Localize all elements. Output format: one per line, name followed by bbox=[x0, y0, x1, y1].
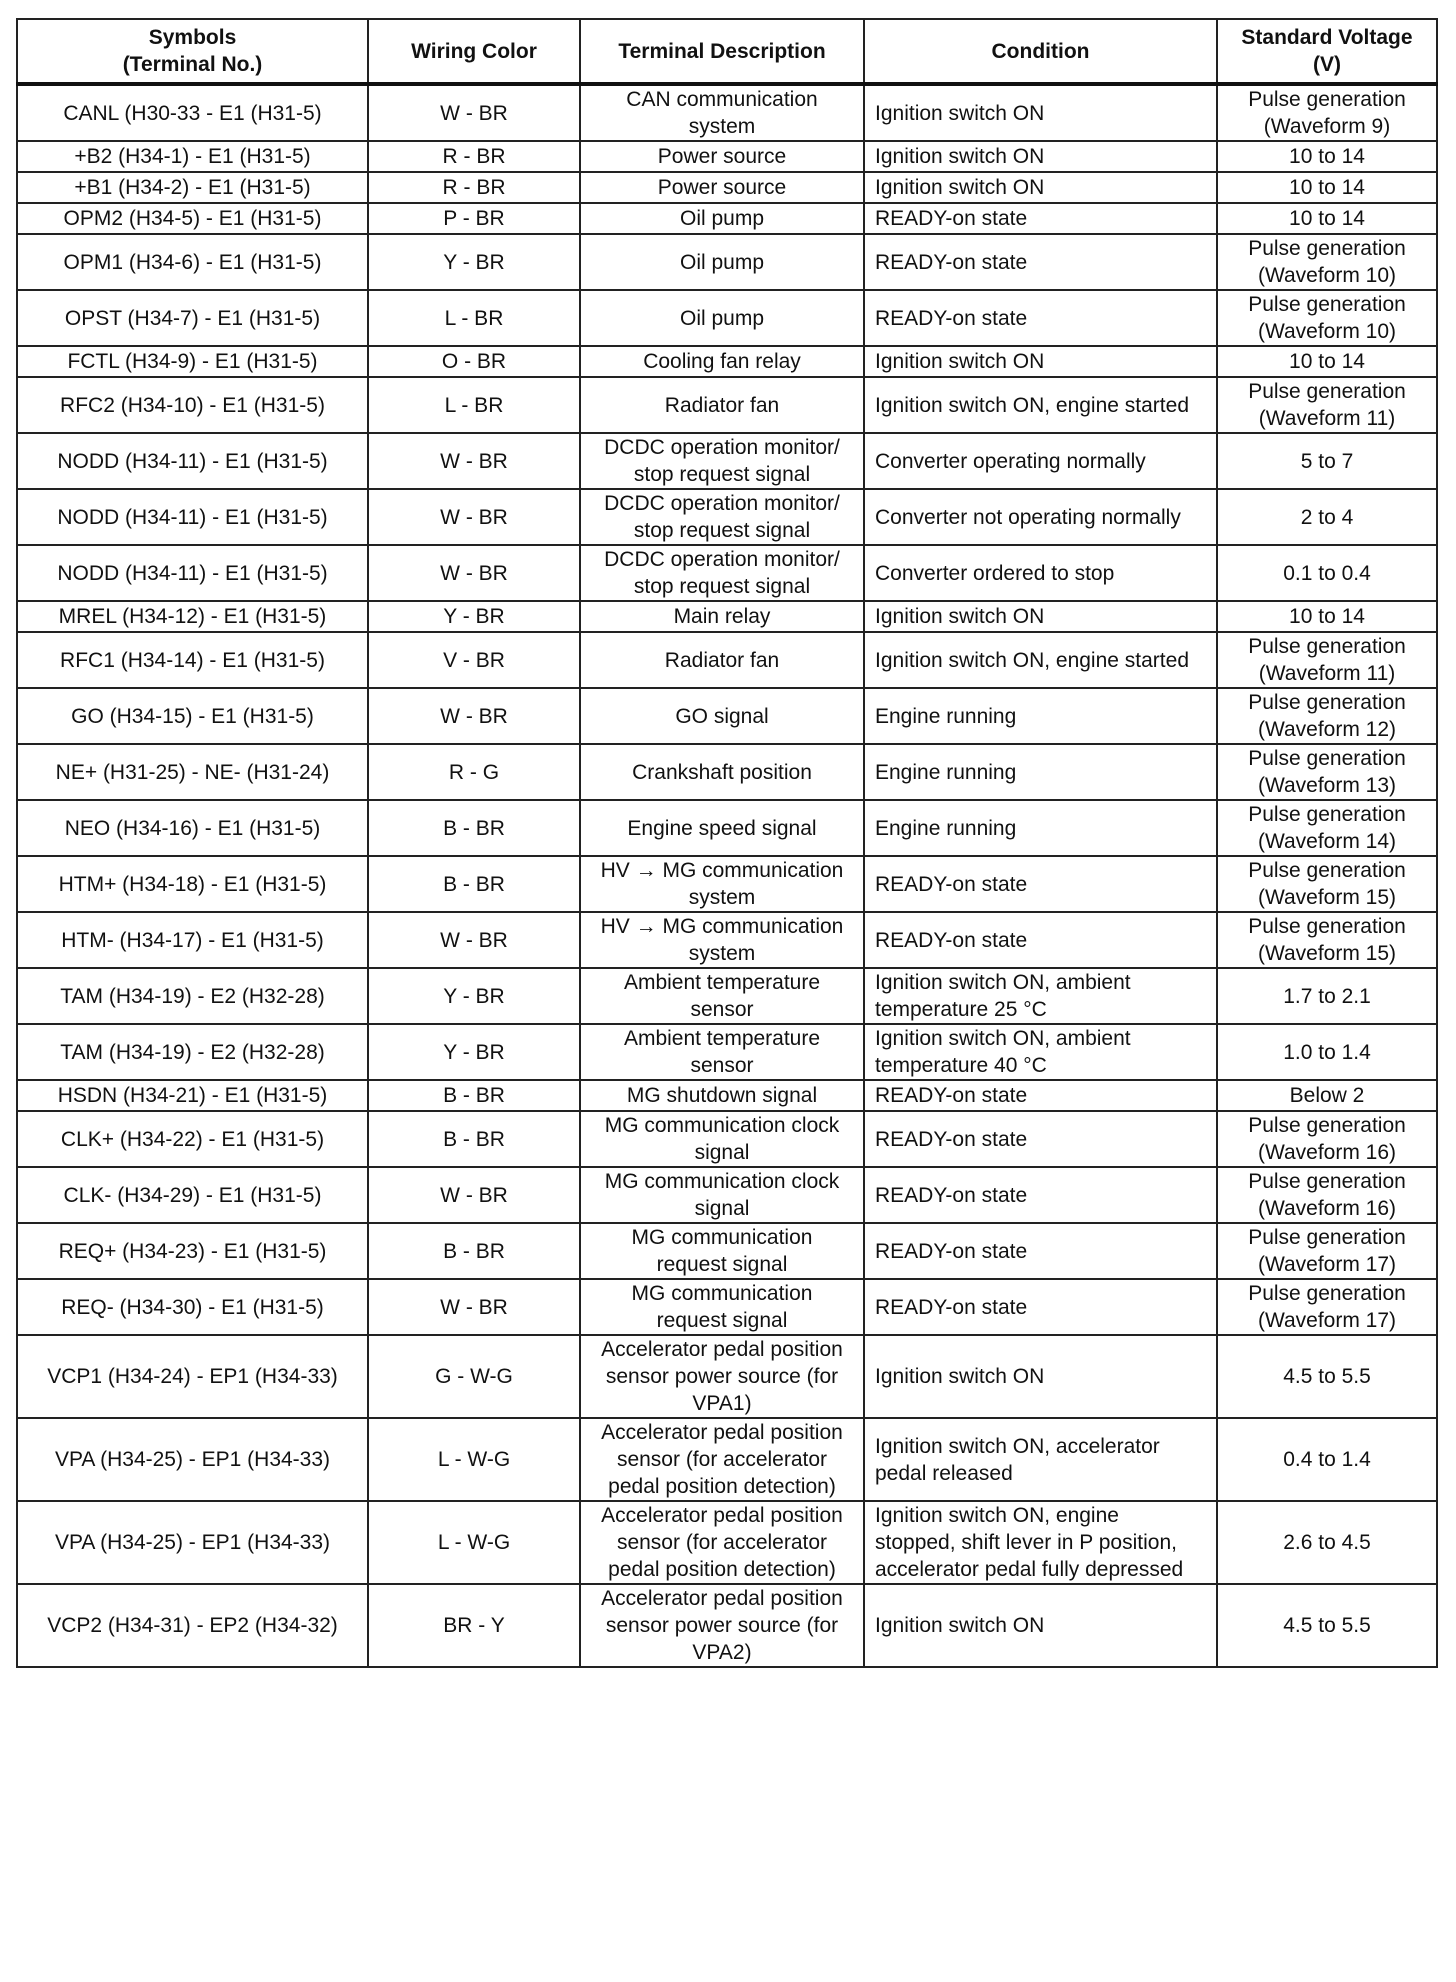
table-row bbox=[17, 744, 1437, 800]
symbol-cell: OPM2 (H34-5) - E1 (H31-5) bbox=[17, 203, 368, 234]
table-row bbox=[17, 1335, 1437, 1418]
symbol-cell: NEO (H34-16) - E1 (H31-5) bbox=[17, 800, 368, 856]
condition-cell: Ignition switch ON bbox=[864, 172, 1217, 203]
terminal-description-cell: HV → MG communication system bbox=[580, 856, 864, 912]
terminal-description-cell: Accelerator pedal position sensor power source (for VPA1) bbox=[580, 1335, 864, 1418]
condition-cell: Ignition switch ON bbox=[864, 1335, 1217, 1418]
standard-voltage-cell: 4.5 to 5.5 bbox=[1217, 1584, 1437, 1667]
terminal-description-cell: MG communication request signal bbox=[580, 1279, 864, 1335]
condition-cell: Ignition switch ON bbox=[864, 1584, 1217, 1667]
terminal-description-cell: Accelerator pedal position sensor (for accelerator pedal position detection) bbox=[580, 1418, 864, 1501]
wiring-color-cell: Y - BR bbox=[368, 234, 580, 290]
wiring-color-cell: G - W-G bbox=[368, 1335, 580, 1418]
symbol-cell: TAM (H34-19) - E2 (H32-28) bbox=[17, 968, 368, 1024]
wiring-color-cell: L - W-G bbox=[368, 1418, 580, 1501]
table-row bbox=[17, 234, 1437, 290]
standard-voltage-cell: 10 to 14 bbox=[1217, 141, 1437, 172]
standard-voltage-cell: 10 to 14 bbox=[1217, 601, 1437, 632]
header-standard-voltage: Standard Voltage (V) bbox=[1217, 19, 1437, 84]
symbol-cell: NODD (H34-11) - E1 (H31-5) bbox=[17, 489, 368, 545]
table-row bbox=[17, 1279, 1437, 1335]
symbol-cell: RFC2 (H34-10) - E1 (H31-5) bbox=[17, 377, 368, 433]
wiring-color-cell: R - G bbox=[368, 744, 580, 800]
symbol-cell: MREL (H34-12) - E1 (H31-5) bbox=[17, 601, 368, 632]
standard-voltage-cell: 2.6 to 4.5 bbox=[1217, 1501, 1437, 1584]
symbol-cell: NE+ (H31-25) - NE- (H31-24) bbox=[17, 744, 368, 800]
terminal-description-cell: Radiator fan bbox=[580, 632, 864, 688]
standard-voltage-cell: Pulse generation (Waveform 16) bbox=[1217, 1167, 1437, 1223]
standard-voltage-cell: Pulse generation (Waveform 10) bbox=[1217, 290, 1437, 346]
standard-voltage-cell: 0.4 to 1.4 bbox=[1217, 1418, 1437, 1501]
condition-cell: READY-on state bbox=[864, 1223, 1217, 1279]
symbol-cell: +B2 (H34-1) - E1 (H31-5) bbox=[17, 141, 368, 172]
table-row bbox=[17, 377, 1437, 433]
wiring-color-cell: W - BR bbox=[368, 84, 580, 141]
symbol-cell: HSDN (H34-21) - E1 (H31-5) bbox=[17, 1080, 368, 1111]
terminal-description-cell: Oil pump bbox=[580, 203, 864, 234]
table-row bbox=[17, 1223, 1437, 1279]
terminal-description-cell: Power source bbox=[580, 172, 864, 203]
symbol-cell: HTM- (H34-17) - E1 (H31-5) bbox=[17, 912, 368, 968]
condition-cell: READY-on state bbox=[864, 290, 1217, 346]
condition-cell: READY-on state bbox=[864, 234, 1217, 290]
terminal-description-cell: Accelerator pedal position sensor power source (for VPA2) bbox=[580, 1584, 864, 1667]
condition-cell: Converter not operating normally bbox=[864, 489, 1217, 545]
wiring-color-cell: W - BR bbox=[368, 545, 580, 601]
standard-voltage-cell: Pulse generation (Waveform 17) bbox=[1217, 1223, 1437, 1279]
standard-voltage-cell: Pulse generation (Waveform 11) bbox=[1217, 377, 1437, 433]
table-row bbox=[17, 632, 1437, 688]
standard-voltage-cell: Pulse generation (Waveform 15) bbox=[1217, 856, 1437, 912]
table-row bbox=[17, 1584, 1437, 1667]
condition-cell: Engine running bbox=[864, 800, 1217, 856]
standard-voltage-cell: Below 2 bbox=[1217, 1080, 1437, 1111]
wiring-color-cell: B - BR bbox=[368, 1080, 580, 1111]
wiring-color-cell: L - BR bbox=[368, 377, 580, 433]
standard-voltage-cell: Pulse generation (Waveform 11) bbox=[1217, 632, 1437, 688]
standard-voltage-cell: 10 to 14 bbox=[1217, 203, 1437, 234]
standard-voltage-cell: 1.0 to 1.4 bbox=[1217, 1024, 1437, 1080]
standard-voltage-cell: 10 to 14 bbox=[1217, 172, 1437, 203]
wiring-color-cell: B - BR bbox=[368, 1111, 580, 1167]
header-row bbox=[17, 19, 1437, 84]
header-symbols: Symbols (Terminal No.) bbox=[17, 19, 368, 84]
condition-cell: Ignition switch ON bbox=[864, 601, 1217, 632]
table-row bbox=[17, 433, 1437, 489]
wiring-color-cell: P - BR bbox=[368, 203, 580, 234]
terminal-description-cell: Ambient temperature sensor bbox=[580, 1024, 864, 1080]
symbol-cell: OPST (H34-7) - E1 (H31-5) bbox=[17, 290, 368, 346]
table-row bbox=[17, 346, 1437, 377]
standard-voltage-cell: Pulse generation (Waveform 9) bbox=[1217, 84, 1437, 141]
condition-cell: READY-on state bbox=[864, 1111, 1217, 1167]
terminal-description-cell: DCDC operation monitor/ stop request signal bbox=[580, 489, 864, 545]
table-row bbox=[17, 290, 1437, 346]
symbol-cell: VPA (H34-25) - EP1 (H34-33) bbox=[17, 1501, 368, 1584]
standard-voltage-cell: Pulse generation (Waveform 15) bbox=[1217, 912, 1437, 968]
header-wiring-color: Wiring Color bbox=[368, 19, 580, 84]
table-row bbox=[17, 800, 1437, 856]
wiring-color-cell: O - BR bbox=[368, 346, 580, 377]
table-row bbox=[17, 545, 1437, 601]
standard-voltage-cell: Pulse generation (Waveform 12) bbox=[1217, 688, 1437, 744]
condition-cell: Converter operating normally bbox=[864, 433, 1217, 489]
terminal-description-cell: Oil pump bbox=[580, 234, 864, 290]
terminal-description-cell: GO signal bbox=[580, 688, 864, 744]
symbol-cell: OPM1 (H34-6) - E1 (H31-5) bbox=[17, 234, 368, 290]
table-row bbox=[17, 1167, 1437, 1223]
wiring-color-cell: W - BR bbox=[368, 489, 580, 545]
symbol-cell: VCP1 (H34-24) - EP1 (H34-33) bbox=[17, 1335, 368, 1418]
standard-voltage-cell: 10 to 14 bbox=[1217, 346, 1437, 377]
standard-voltage-cell: Pulse generation (Waveform 17) bbox=[1217, 1279, 1437, 1335]
wiring-color-cell: B - BR bbox=[368, 856, 580, 912]
symbol-cell: HTM+ (H34-18) - E1 (H31-5) bbox=[17, 856, 368, 912]
wiring-color-cell: Y - BR bbox=[368, 601, 580, 632]
wiring-color-cell: B - BR bbox=[368, 1223, 580, 1279]
terminal-description-cell: HV → MG communication system bbox=[580, 912, 864, 968]
table-row bbox=[17, 84, 1437, 141]
condition-cell: READY-on state bbox=[864, 912, 1217, 968]
symbol-cell: CLK- (H34-29) - E1 (H31-5) bbox=[17, 1167, 368, 1223]
condition-cell: Ignition switch ON bbox=[864, 346, 1217, 377]
condition-cell: Ignition switch ON, accelerator pedal released bbox=[864, 1418, 1217, 1501]
wiring-color-cell: W - BR bbox=[368, 1167, 580, 1223]
table-row bbox=[17, 601, 1437, 632]
standard-voltage-cell: Pulse generation (Waveform 10) bbox=[1217, 234, 1437, 290]
table-row bbox=[17, 912, 1437, 968]
symbol-cell: CANL (H30-33 - E1 (H31-5) bbox=[17, 84, 368, 141]
symbol-cell: FCTL (H34-9) - E1 (H31-5) bbox=[17, 346, 368, 377]
standard-voltage-cell: 1.7 to 2.1 bbox=[1217, 968, 1437, 1024]
symbol-cell: NODD (H34-11) - E1 (H31-5) bbox=[17, 433, 368, 489]
standard-voltage-cell: 2 to 4 bbox=[1217, 489, 1437, 545]
condition-cell: READY-on state bbox=[864, 1279, 1217, 1335]
terminal-description-cell: Cooling fan relay bbox=[580, 346, 864, 377]
terminal-description-cell: DCDC operation monitor/ stop request signal bbox=[580, 433, 864, 489]
condition-cell: READY-on state bbox=[864, 1167, 1217, 1223]
symbol-cell: VCP2 (H34-31) - EP2 (H34-32) bbox=[17, 1584, 368, 1667]
terminal-description-cell: DCDC operation monitor/ stop request signal bbox=[580, 545, 864, 601]
symbol-cell: CLK+ (H34-22) - E1 (H31-5) bbox=[17, 1111, 368, 1167]
wiring-color-cell: W - BR bbox=[368, 433, 580, 489]
wiring-color-cell: Y - BR bbox=[368, 1024, 580, 1080]
header-condition: Condition bbox=[864, 19, 1217, 84]
terminal-description-cell: Radiator fan bbox=[580, 377, 864, 433]
table-row bbox=[17, 141, 1437, 172]
standard-voltage-cell: Pulse generation (Waveform 14) bbox=[1217, 800, 1437, 856]
condition-cell: Engine running bbox=[864, 744, 1217, 800]
symbol-cell: VPA (H34-25) - EP1 (H34-33) bbox=[17, 1418, 368, 1501]
symbol-cell: NODD (H34-11) - E1 (H31-5) bbox=[17, 545, 368, 601]
condition-cell: Ignition switch ON, ambient temperature 25 °C bbox=[864, 968, 1217, 1024]
symbol-cell: TAM (H34-19) - E2 (H32-28) bbox=[17, 1024, 368, 1080]
table-row bbox=[17, 1501, 1437, 1584]
header-terminal-description: Terminal Description bbox=[580, 19, 864, 84]
terminal-description-cell: Power source bbox=[580, 141, 864, 172]
table-body bbox=[17, 84, 1437, 1667]
table-row bbox=[17, 1080, 1437, 1111]
wiring-color-cell: V - BR bbox=[368, 632, 580, 688]
standard-voltage-cell: 0.1 to 0.4 bbox=[1217, 545, 1437, 601]
standard-voltage-cell: 5 to 7 bbox=[1217, 433, 1437, 489]
standard-voltage-cell: Pulse generation (Waveform 16) bbox=[1217, 1111, 1437, 1167]
terminal-description-cell: Engine speed signal bbox=[580, 800, 864, 856]
condition-cell: Ignition switch ON, engine stopped, shift lever in P position, accelerator pedal fully depressed bbox=[864, 1501, 1217, 1584]
table-row bbox=[17, 1418, 1437, 1501]
condition-cell: Ignition switch ON, engine started bbox=[864, 632, 1217, 688]
symbol-cell: REQ+ (H34-23) - E1 (H31-5) bbox=[17, 1223, 368, 1279]
symbol-cell: RFC1 (H34-14) - E1 (H31-5) bbox=[17, 632, 368, 688]
terminal-description-cell: Oil pump bbox=[580, 290, 864, 346]
condition-cell: Ignition switch ON, engine started bbox=[864, 377, 1217, 433]
condition-cell: READY-on state bbox=[864, 1080, 1217, 1111]
terminal-description-cell: Ambient temperature sensor bbox=[580, 968, 864, 1024]
standard-voltage-cell: 4.5 to 5.5 bbox=[1217, 1335, 1437, 1418]
terminal-description-cell: MG communication clock signal bbox=[580, 1167, 864, 1223]
wiring-color-cell: L - W-G bbox=[368, 1501, 580, 1584]
condition-cell: Engine running bbox=[864, 688, 1217, 744]
terminal-description-cell: MG shutdown signal bbox=[580, 1080, 864, 1111]
wiring-color-cell: B - BR bbox=[368, 800, 580, 856]
condition-cell: Converter ordered to stop bbox=[864, 545, 1217, 601]
table-row bbox=[17, 688, 1437, 744]
wiring-color-cell: Y - BR bbox=[368, 968, 580, 1024]
condition-cell: READY-on state bbox=[864, 203, 1217, 234]
terminal-voltage-table bbox=[16, 18, 1438, 1668]
wiring-color-cell: W - BR bbox=[368, 1279, 580, 1335]
terminal-description-cell: MG communication request signal bbox=[580, 1223, 864, 1279]
table-row bbox=[17, 1024, 1437, 1080]
terminal-description-cell: Accelerator pedal position sensor (for accelerator pedal position detection) bbox=[580, 1501, 864, 1584]
standard-voltage-cell: Pulse generation (Waveform 13) bbox=[1217, 744, 1437, 800]
condition-cell: Ignition switch ON bbox=[864, 84, 1217, 141]
symbol-cell: GO (H34-15) - E1 (H31-5) bbox=[17, 688, 368, 744]
table-row bbox=[17, 203, 1437, 234]
symbol-cell: +B1 (H34-2) - E1 (H31-5) bbox=[17, 172, 368, 203]
symbol-cell: REQ- (H34-30) - E1 (H31-5) bbox=[17, 1279, 368, 1335]
terminal-voltage-table-container bbox=[16, 18, 1436, 1668]
table-row bbox=[17, 856, 1437, 912]
wiring-color-cell: W - BR bbox=[368, 912, 580, 968]
table-row bbox=[17, 172, 1437, 203]
table-row bbox=[17, 489, 1437, 545]
terminal-description-cell: Main relay bbox=[580, 601, 864, 632]
condition-cell: Ignition switch ON, ambient temperature 40 °C bbox=[864, 1024, 1217, 1080]
wiring-color-cell: R - BR bbox=[368, 141, 580, 172]
terminal-description-cell: Crankshaft position bbox=[580, 744, 864, 800]
terminal-description-cell: CAN communication system bbox=[580, 84, 864, 141]
table-row bbox=[17, 968, 1437, 1024]
wiring-color-cell: L - BR bbox=[368, 290, 580, 346]
condition-cell: Ignition switch ON bbox=[864, 141, 1217, 172]
table-row bbox=[17, 1111, 1437, 1167]
wiring-color-cell: W - BR bbox=[368, 688, 580, 744]
terminal-description-cell: MG communication clock signal bbox=[580, 1111, 864, 1167]
wiring-color-cell: BR - Y bbox=[368, 1584, 580, 1667]
wiring-color-cell: R - BR bbox=[368, 172, 580, 203]
condition-cell: READY-on state bbox=[864, 856, 1217, 912]
